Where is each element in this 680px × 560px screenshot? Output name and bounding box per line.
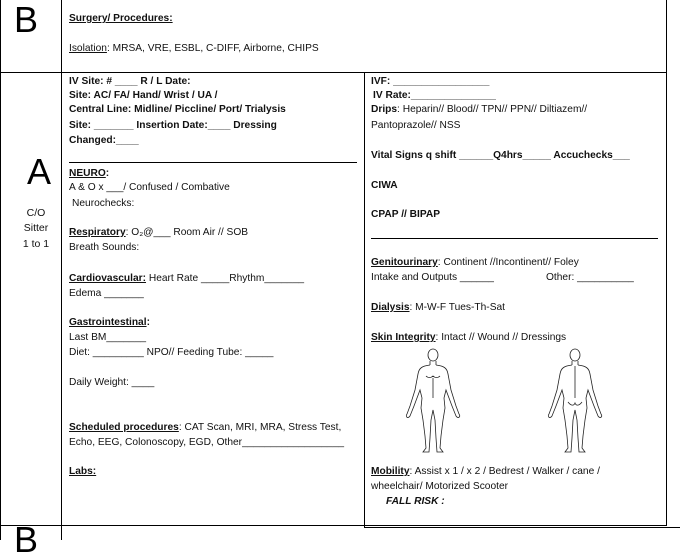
scheduled-procedures-values: : CAT Scan, MRI, MRA, Stress Test, (178, 422, 342, 433)
genitourinary-heading: Genitourinary (371, 257, 438, 268)
section-b-letter: B (14, 0, 39, 40)
daily-weight: Daily Weight: ____ (69, 377, 155, 388)
iv-site-line: IV Site: # ____ R / L Date: (69, 76, 191, 87)
fall-risk-colon: : (438, 496, 445, 507)
skin-integrity-heading: Skin Integrity (371, 332, 436, 343)
scheduled-procedures-more: Echo, EEG, Colonoscopy, EGD, Other__________________ (69, 437, 345, 448)
neurochecks: Neurochecks: (72, 198, 135, 209)
gu-other: Other: __________ (546, 272, 634, 283)
skin-integrity-values: : Intact // Wound // Dressings (435, 332, 567, 343)
cardiovascular-heading: Cardiovascular: (69, 273, 147, 284)
iv-rate-line: IV Rate:_______________ (373, 90, 496, 101)
central-line: Central Line: Midline/ Piccline/ Port/ Trialysis (69, 104, 286, 115)
mobility-line (371, 465, 600, 478)
fall-risk-line (386, 495, 445, 508)
body-diagram-back[interactable] (530, 348, 620, 456)
neuro-colon: : (105, 168, 110, 179)
iv-section-underline (69, 162, 357, 163)
dialysis-heading: Dialysis (371, 302, 410, 313)
co-label: C/O (26, 207, 46, 219)
one-to-one-label: 1 to 1 (22, 238, 50, 250)
drips-more: Pantoprazole// NSS (371, 120, 461, 131)
gastrointestinal-heading-line (69, 316, 150, 329)
dressing-changed-line: Changed:____ (69, 135, 139, 146)
neuro-heading-line (69, 167, 109, 180)
skin-integrity-line (371, 331, 566, 344)
edema-line: Edema _______ (69, 288, 144, 299)
cardiovascular-values: Heart Rate _____Rhythm_______ (146, 273, 305, 284)
section-a-bottom-line (0, 525, 667, 526)
cpap-underline (371, 238, 658, 239)
drips-label: Drips (371, 104, 398, 115)
next-section-letter: B (14, 519, 39, 560)
isolation-line (69, 42, 319, 55)
gastrointestinal-colon: : (146, 317, 150, 328)
iv-site-options: Site: AC/ FA/ Hand/ Wrist / UA / (69, 90, 218, 101)
neuro-heading: NEURO (69, 168, 106, 179)
vital-signs-line: Vital Signs q shift ______Q4hrs_____ Accuchecks___ (371, 150, 630, 161)
section-a-bottom-line-extension (364, 527, 680, 528)
breath-sounds: Breath Sounds: (69, 242, 140, 253)
ciwa-label: CIWA (371, 180, 398, 191)
intake-outputs: Intake and Outputs ______ (371, 272, 494, 283)
respiratory-heading: Respiratory (69, 227, 126, 238)
left-border (0, 0, 1, 540)
section-b-bottom-line (0, 72, 667, 73)
dialysis-values: : M-W-F Tues-Th-Sat (409, 302, 505, 313)
mobility-heading: Mobility (371, 466, 410, 477)
genitourinary-values: : Continent //Incontinent// Foley (437, 257, 579, 268)
mobility-more: wheelchair/ Motorized Scooter (371, 481, 509, 492)
last-bm: Last BM_______ (69, 332, 147, 343)
middle-column-divider (364, 72, 365, 527)
cardiovascular-line (69, 272, 304, 285)
respiratory-line (69, 226, 248, 239)
dialysis-line (371, 301, 505, 314)
insertion-date-line: Site: _______ Insertion Date:____ Dressing (69, 120, 277, 131)
mobility-values: : Assist x 1 / x 2 / Bedrest / Walker / cane / (409, 466, 600, 477)
scheduled-procedures-heading: Scheduled procedures (69, 422, 179, 433)
ivf-line: IVF: _________________ (371, 76, 490, 87)
right-border (666, 0, 667, 525)
drips-values: : Heparin// Blood// TPN// PPN// Diltiazem// (397, 104, 588, 115)
sitter-label: Sitter (23, 222, 49, 234)
neuro-orientation: A & O x ___/ Confused / Combative (69, 182, 230, 193)
scheduled-procedures-line (69, 421, 341, 434)
surgery-procedures-heading: Surgery/ Procedures: (69, 13, 173, 24)
letter-column-divider (61, 0, 62, 540)
section-a-letter: A (27, 151, 52, 192)
isolation-label: Isolation (69, 43, 107, 54)
genitourinary-line (371, 256, 579, 269)
diet-line: Diet: _________ NPO// Feeding Tube: _____ (69, 347, 274, 358)
respiratory-values: : O₂@___ Room Air // SOB (125, 227, 249, 238)
drips-line (371, 103, 587, 116)
isolation-values: : MRSA, VRE, ESBL, C-DIFF, Airborne, CHIPS (106, 43, 319, 54)
gastrointestinal-heading: Gastrointestinal (69, 317, 147, 328)
cpap-bipap-label: CPAP // BIPAP (371, 209, 441, 220)
labs-heading: Labs: (69, 466, 97, 477)
body-diagram-front[interactable] (388, 348, 478, 456)
fall-risk-label: FALL RISK (386, 496, 439, 507)
